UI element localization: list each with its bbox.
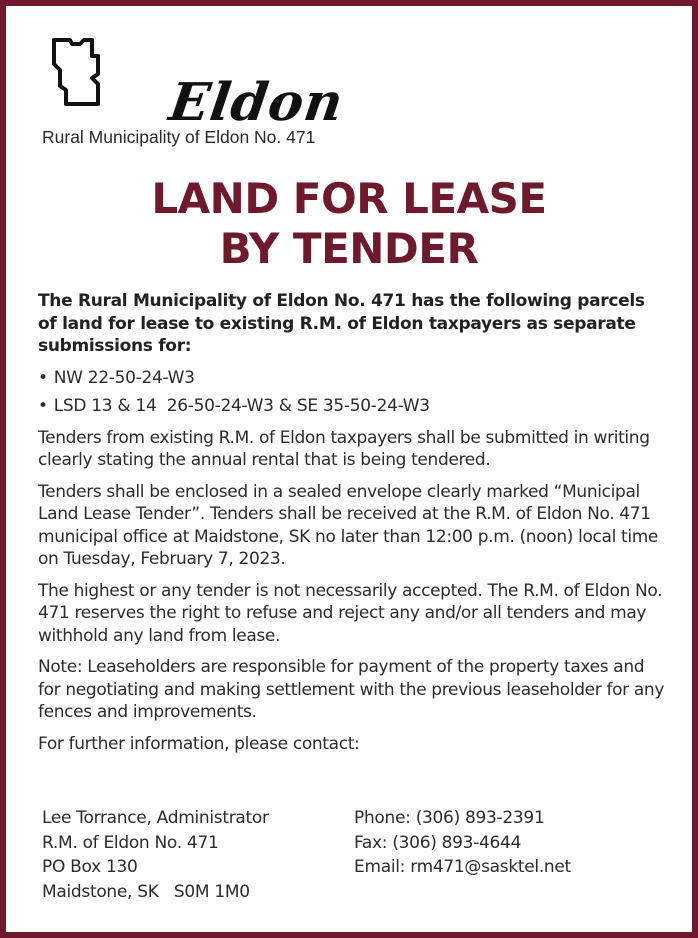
headline-line-1: LAND FOR LEASE [151,174,547,223]
municipality-name: Rural Municipality of Eldon No. 471 [42,127,316,147]
parcel-text: NW 22-50-24-W3 [53,367,195,388]
list-item [38,367,668,390]
headline-line-2: BY TENDER [219,224,479,273]
parcel-text: LSD 13 & 14 26-50-24-W3 & SE 35-50-24-W3 [53,396,430,416]
contact-prompt: For further information, please contact: [38,733,360,754]
bullet: • [38,367,48,388]
bullet: • [38,396,48,416]
parcel-list [38,367,668,418]
contact-org: R.M. of Eldon No. 471 [42,832,219,853]
envelope-paragraph: Tenders shall be enclosed in a sealed envelope clearly marked “Municipal Land Lease Tender”. Tenders shall be received at the R.M. of Eldon No. 471 municipal office at Maidstone, SK no later than 12:00 p.m. (noon) local time on Tuesday, February 7, 2023. [38,481,659,569]
headline [6,174,692,274]
note-paragraph: Note: Leaseholders are responsible for payment of the property taxes and for negotiating and making settlement with the previous leaseholder for any fences and improvements. [38,657,665,722]
contact-name: Lee Torrance, Administrator [42,808,269,828]
contact-phone: Phone: (306) 893-2391 [354,808,545,828]
municipality-map-icon [46,34,106,112]
contact-address [42,806,342,904]
body-content [38,290,668,764]
submission-paragraph: Tenders from existing R.M. of Eldon taxpayers shall be submitted in writing clearly stating the annual rental that is being tendered. [38,427,650,470]
acceptance-paragraph: The highest or any tender is not necessarily accepted. The R.M. of Eldon No. 471 reserves the right to refuse and reject any and/or all tenders and may withhold any land from lease. [38,580,663,646]
contact-box: PO Box 130 [42,857,138,877]
contact-city: Maidstone, SK S0M 1M0 [42,881,250,902]
intro-text: The Rural Municipality of Eldon No. 471 has the following parcels of land for lease to existing R.M. of Eldon taxpayers as separate submissions for: [38,291,645,356]
contact-email: Email: rm471@sasktel.net [354,857,571,877]
contact-details [354,806,654,880]
contact-fax: Fax: (306) 893-4644 [354,832,522,853]
list-item [38,395,668,418]
logo-wordmark: Eldon [165,72,348,133]
eldon-logo [46,34,348,133]
